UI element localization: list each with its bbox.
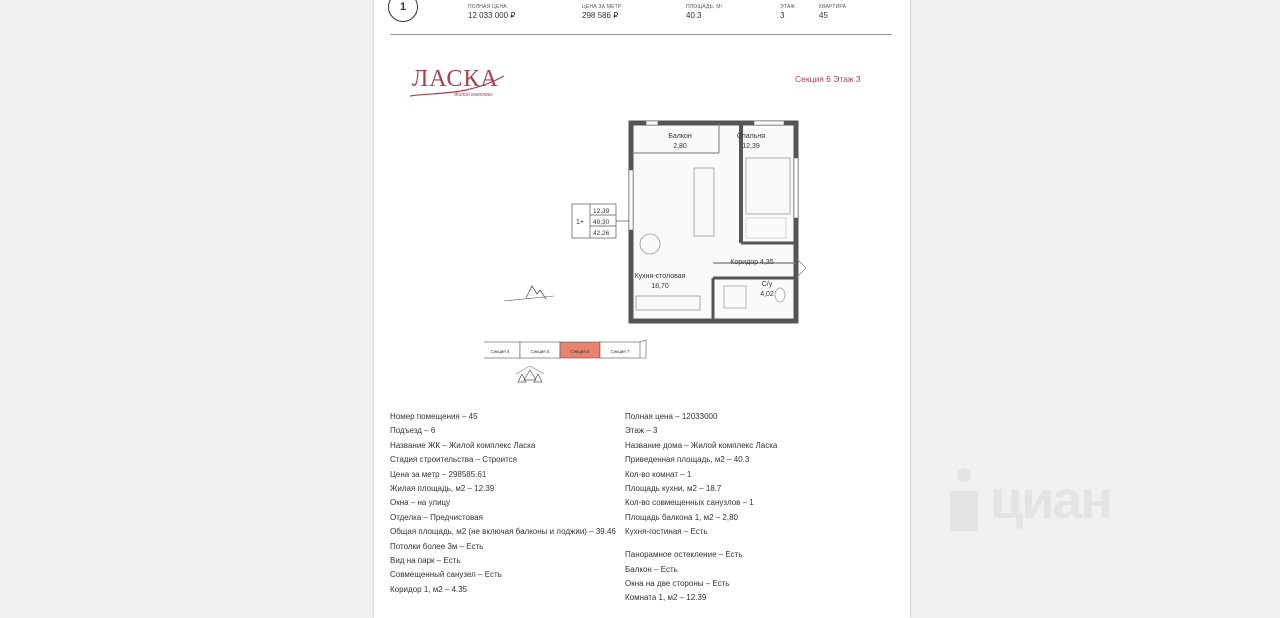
- header-full-price: [468, 4, 515, 21]
- rooms-badge: 1+: [576, 219, 584, 226]
- section-selector: [484, 340, 646, 360]
- balcony-area: 2,80: [673, 143, 687, 150]
- detail-ceilings: Потолки более 3м – Есть: [390, 541, 484, 551]
- header-label: ЦЕНА ЗА МЕТР: [582, 4, 622, 10]
- detail-bathroom-count: Кол-во совмещенных санузлов – 1: [625, 498, 754, 508]
- header-value: 298 586 ₽: [582, 11, 619, 20]
- header-price-per-meter: [582, 4, 621, 21]
- balcony-label: Балкон: [668, 133, 692, 140]
- section-4-label: Секция 4: [490, 349, 510, 354]
- detail-windows: Окна – на улицу: [390, 498, 451, 508]
- detail-price-per-meter: Цена за метр – 298585.61: [390, 469, 487, 479]
- kitchen-label: Кухня-столовая: [634, 273, 686, 280]
- detail-living-area: Жилая площадь, м2 – 12.39: [390, 483, 495, 493]
- section-7-label: Секция 7: [610, 349, 630, 354]
- detail-room-1-area: Комната 1, м2 – 12.39: [625, 593, 707, 603]
- section-floor-label: Секция 6 Этаж 3: [795, 74, 861, 84]
- detail-finishing: Отделка – Предчистовая: [390, 512, 483, 522]
- kitchen-area: 18,70: [651, 283, 669, 290]
- floor-plan: [484, 118, 814, 388]
- document-page: [374, 0, 910, 618]
- header-value: 40.3: [686, 11, 702, 20]
- cian-watermark: [944, 465, 1111, 535]
- header-value: 45: [819, 11, 828, 20]
- mountain-icon: [504, 286, 554, 301]
- logo-subtitle: Жилой комплекс: [454, 92, 493, 98]
- detail-complex-name: Название ЖК – Жилой комплекс Ласка: [390, 440, 536, 450]
- section-6-label: Секция 6: [570, 349, 590, 354]
- page-number-badge: 1: [388, 0, 418, 22]
- detail-room-count: Кол-во комнат – 1: [625, 469, 692, 479]
- detail-panoramic-glazing: Панорамное остекление – Есть: [625, 550, 743, 560]
- header-apartment: [819, 4, 846, 21]
- area-badge: [572, 204, 630, 238]
- detail-balcony-area: Площадь балкона 1, м2 – 2,80: [625, 512, 738, 522]
- header-value: 3: [780, 11, 785, 20]
- header-label: КВАРТИРА: [819, 4, 847, 10]
- header-label: ПОЛНАЯ ЦЕНА: [468, 4, 507, 10]
- logo-text: ЛАСКА: [412, 66, 499, 92]
- bedroom-label: Спальня: [736, 133, 766, 140]
- detail-reduced-area: Приведенная площадь, м2 – 40.3: [625, 455, 750, 465]
- corridor-label: Коридор 4,35: [730, 259, 774, 266]
- bathroom-area: 4,02: [760, 291, 774, 298]
- bedroom-area: 12,39: [742, 143, 760, 150]
- detail-balcony: Балкон – Есть: [625, 564, 678, 574]
- detail-kitchen-area: Площадь кухни, м2 – 18.7: [625, 483, 722, 493]
- cian-logo-icon: [944, 465, 984, 535]
- detail-entrance: Подъезд – 6: [390, 426, 436, 436]
- header-divider: [390, 34, 892, 35]
- detail-construction-stage: Стадия строительства – Строится: [390, 455, 517, 465]
- trees-icon: [516, 366, 544, 382]
- total-area-value: 40,30: [593, 219, 610, 226]
- section-5-label: Секция 5: [530, 349, 550, 354]
- plan-walls: [629, 121, 806, 321]
- details-right-column: [625, 412, 853, 608]
- header-floor: [780, 4, 795, 21]
- detail-house-name: Название дома – Жилой комплекс Ласка: [625, 440, 778, 450]
- detail-kitchen-living: Кухня-гостиная – Есть: [625, 527, 708, 537]
- detail-park-view: Вид на парк – Есть: [390, 555, 461, 565]
- detail-combined-bathroom: Совмещенный санузел – Есть: [390, 570, 502, 580]
- details-left-column: [390, 412, 618, 599]
- header-label: ПЛОЩАДЬ, М²: [686, 4, 723, 10]
- detail-full-price: Полная цена – 12033000: [625, 412, 718, 421]
- detail-corridor-area: Коридор 1, м2 – 4.35: [390, 584, 468, 594]
- detail-room-number: Номер помещения – 45: [390, 412, 478, 421]
- living-area-value: 12,39: [593, 208, 610, 215]
- detail-total-area: Общая площадь, м2 (не включая балконы и лоджии) – 39.46: [390, 527, 616, 537]
- detail-two-side-windows: Окна на две стороны – Есть: [625, 578, 730, 588]
- header-value: 12 033 000 ₽: [468, 11, 516, 20]
- header-area: [686, 4, 722, 21]
- gross-area-value: 42,26: [593, 230, 610, 237]
- bathroom-label: С/у: [761, 281, 773, 288]
- watermark-text: циан: [990, 470, 1112, 530]
- header-label: ЭТАЖ: [780, 4, 796, 10]
- detail-floor: Этаж – 3: [625, 426, 658, 436]
